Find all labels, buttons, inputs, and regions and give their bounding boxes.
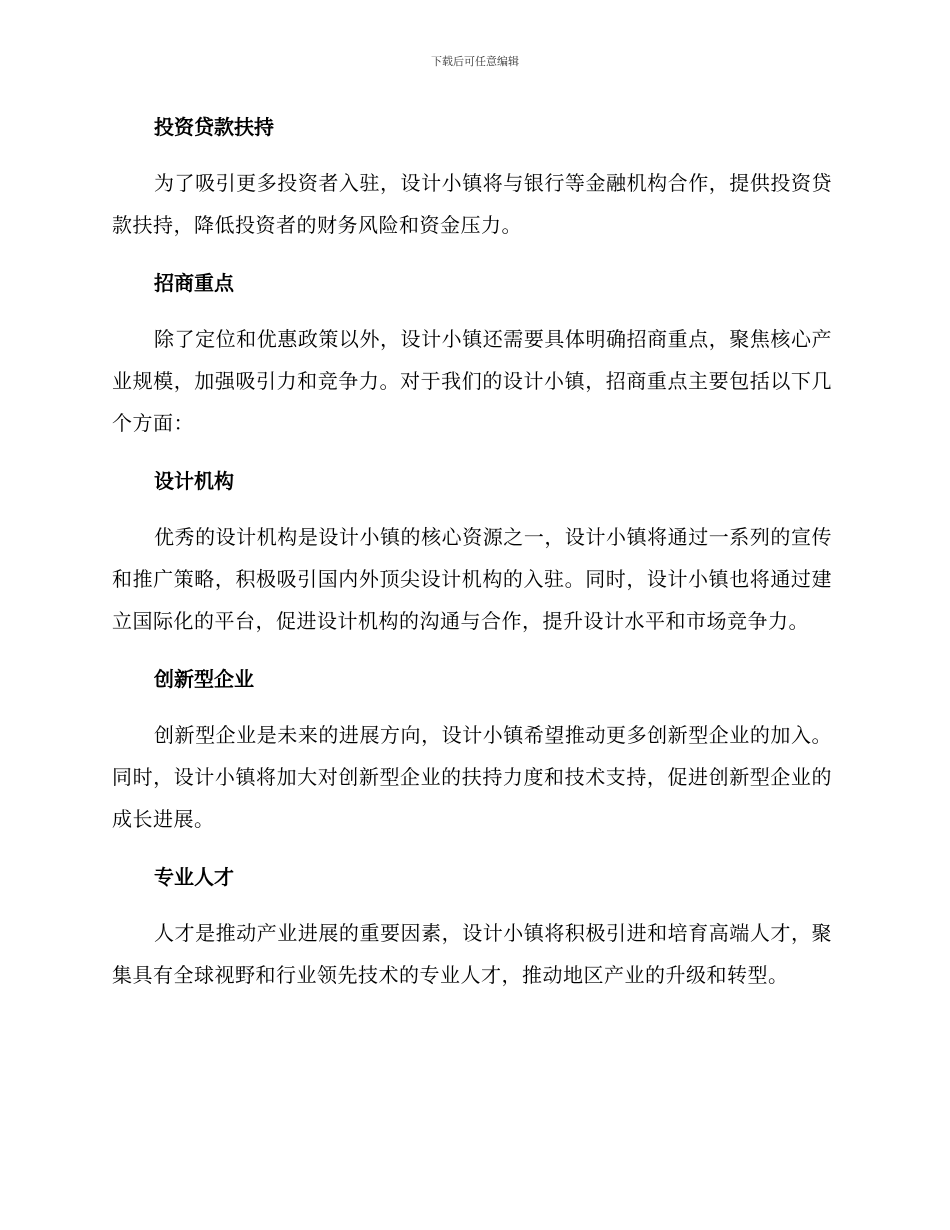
section-paragraph-professional-talent: 人才是推动产业进展的重要因素，设计小镇将积极引进和培育高端人才，聚集具有全球视野和行业领先技术的专业人才，推动地区产业的升级和转型。	[112, 921, 832, 987]
page-header: 下载后可任意编辑	[431, 55, 519, 68]
section-heading-investment-focus: 招商重点	[154, 271, 234, 295]
section-paragraph-investment-focus: 除了定位和优惠政策以外，设计小镇还需要具体明确招商重点，聚焦核心产业规模，加强吸引力和竞争力。对于我们的设计小镇，招商重点主要包括以下几个方面：	[112, 327, 832, 435]
section-heading-investment-loan: 投资贷款扶持	[154, 115, 274, 139]
section-heading-professional-talent: 专业人才	[154, 865, 234, 889]
section-paragraph-innovative-enterprises: 创新型企业是未来的进展方向，设计小镇希望推动更多创新型企业的加入。同时，设计小镇将加大对创新型企业的扶持力度和技术支持，促进创新型企业的成长进展。	[112, 723, 832, 831]
section-heading-innovative-enterprises: 创新型企业	[154, 667, 254, 691]
document-body	[112, 106, 832, 1012]
section-heading-design-institutions: 设计机构	[154, 469, 234, 493]
section-paragraph-design-institutions: 优秀的设计机构是设计小镇的核心资源之一，设计小镇将通过一系列的宣传和推广策略，积极吸引国内外顶尖设计机构的入驻。同时，设计小镇也将通过建立国际化的平台，促进设计机构的沟通与合作，提升设计水平和市场竞争力。	[112, 525, 832, 633]
section-paragraph-investment-loan: 为了吸引更多投资者入驻，设计小镇将与银行等金融机构合作，提供投资贷款扶持，降低投资者的财务风险和资金压力。	[112, 171, 832, 237]
